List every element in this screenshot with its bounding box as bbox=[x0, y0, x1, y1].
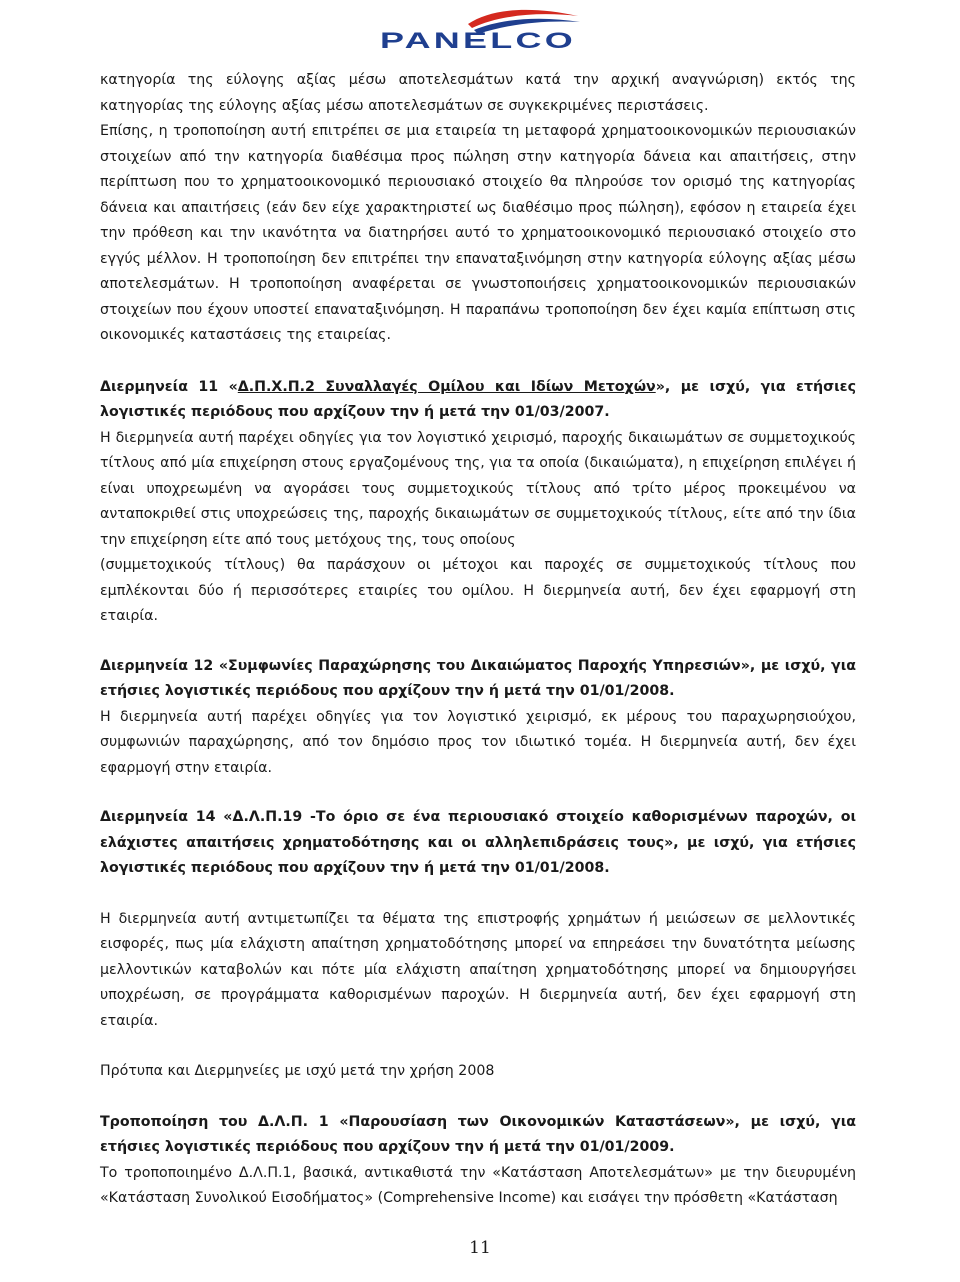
section-heading-ifric14: Διερμηνεία 14 «Δ.Λ.Π.19 -Το όριο σε ένα περιουσιακό στοιχείο καθορισμένων παροχών, οι ελάχιστες απαιτήσεις χρηματοδότησης και οι αλληλεπιδράσεις τους», με ισχύ, για ετήσιες λογιστικές περιόδους που αρχίζουν την ή μετά την 01/01/2008. bbox=[100, 809, 856, 876]
paragraph: Η διερμηνεία αυτή αντιμετωπίζει τα θέματα της επιστροφής χρημάτων ή μειώσεων σε μελλοντικές εισφορές, πως μία ελάχιστη απαίτηση χρηματοδότησης μπορεί να επηρεάσει την δυνατότητα μείωσης μελλοντικών καταβολών και πότε μία ελάχιστη απαίτηση χρηματοδότησης μπορεί να δημιουργήσει υποχρέωση, σε προγράμματα καθορισμένων παροχών. Η διερμηνεία αυτή, δεν έχει εφαρμογή στη εταιρία. bbox=[100, 910, 856, 1029]
section-title-2008: Πρότυπα και Διερμηνείες με ισχύ μετά την χρήση 2008 bbox=[100, 1063, 495, 1079]
paragraph: κατηγορία της εύλογης αξίας μέσω αποτελεσμάτων κατά την αρχική αναγνώριση) εκτός της κατηγορίας της εύλογης αξίας μέσω αποτελεσμάτων σε συγκεκριμένες περιστάσεις. bbox=[100, 72, 856, 114]
section-heading-ifric12: Διερμηνεία 12 «Συμφωνίες Παραχώρησης του Δικαιώματος Παροχής Υπηρεσιών», με ισχύ, για ετήσιες λογιστικές περιόδους που αρχίζουν την ή μετά την 01/01/2008. bbox=[100, 657, 856, 699]
logo-wordmark: PANELCO bbox=[380, 28, 576, 53]
paragraph: Επίσης, η τροποποίηση αυτή επιτρέπει σε μια εταιρεία τη μεταφορά χρηματοοικονομικών περιουσιακών στοιχείων από την κατηγορία διαθέσιμα προς πώληση στην κατηγορία δάνεια και απαιτήσεις, στην περίπτωση που το χρηματοοικονομικό περιουσιακό στοιχείο θα πληρούσε τον ορισμό της κατηγορίας δάνεια και απαιτήσεις (εάν δεν είχε χαρακτηριστεί ως διαθέσιμο προς πώληση), εφόσον η εταιρεία έχει την πρόθεση και την ικανότητα να διατηρήσει αυτό το χρηματοοικονομικό περιουσιακό στοιχείο στο εγγύς μέλλον. Η τροποποίηση δεν επιτρέπει την επαναταξινόμηση στην κατηγορία εύλογης αξίας μέσω αποτελεσμάτων. Η τροποποίηση αναφέρεται σε γνωστοποιήσεις χρηματοοικονομικών περιουσιακών στοιχείων που έχουν υποστεί επαναταξινόμηση. Η παραπάνω τροποποίηση δεν έχει καμία επίπτωση στις οικονομικές καταστάσεις της εταιρείας. bbox=[100, 123, 856, 343]
paragraph: (συμμετοχικούς τίτλους) θα παράσχουν οι μέτοχοι και παροχές σε συμμετοχικούς τίτλους που εμπλέκονται δύο ή περισσότερες εταιρίες του ομίλου. Η διερμηνεία αυτή, δεν έχει εφαρμογή στη εταιρία. bbox=[100, 557, 856, 624]
page-number: 11 bbox=[469, 1238, 491, 1258]
section-heading-ifric11: Διερμηνεία 11 «Δ.Π.Χ.Π.2 Συναλλαγές Ομίλου και Ιδίων Μετοχών», με ισχύ, για ετήσιες λογιστικές περιόδους που αρχίζουν την ή μετά την 01/03/2007. bbox=[100, 378, 856, 420]
company-logo bbox=[372, 6, 584, 54]
paragraph: Η διερμηνεία αυτή παρέχει οδηγίες για τον λογιστικό χειρισμό, εκ μέρους του παραχωρησιούχου, συμφωνιών παραχώρησης, από τον δημόσιο προς τον ιδιωτικό τομέα. Η διερμηνεία αυτή, δεν έχει εφαρμογή στην εταιρία. bbox=[100, 708, 856, 776]
paragraph: Το τροποποιημένο Δ.Λ.Π.1, βασικά, αντικαθιστά την «Κατάσταση Αποτελεσμάτων» με την διευρυμένη «Κατάσταση Συνολικού Εισοδήματος» (Comprehensive Income) και εισάγει την πρόσθετη «Κατάσταση bbox=[100, 1164, 856, 1206]
paragraph: Η διερμηνεία αυτή παρέχει οδηγίες για τον λογιστικό χειρισμό, παροχής δικαιωμάτων σε συμμετοχικούς τίτλους από μία επιχείρηση στους εργαζομένους της, για τα οποία (δικαιώματα), η επιχείρηση επιλέγει ή είναι υποχρεωμένη να αγοράσει τους συμμετοχικούς τίτλους από τρίτο μέρος προκειμένου να ανταποκριθεί στις υποχρεώσεις της, παροχής δικαιωμάτων σε συμμετοχικούς τίτλους, είτε από την ίδια την επιχείρηση είτε από τους μετόχους της, τους οποίους bbox=[100, 429, 856, 548]
section-heading-ias1: Τροποποίηση του Δ.Λ.Π. 1 «Παρουσίαση των Οικονομικών Καταστάσεων», με ισχύ, για ετήσιες λογιστικές περιόδους που αρχίζουν την ή μετά την 01/01/2009. bbox=[100, 1113, 856, 1155]
document-body bbox=[100, 68, 856, 1212]
